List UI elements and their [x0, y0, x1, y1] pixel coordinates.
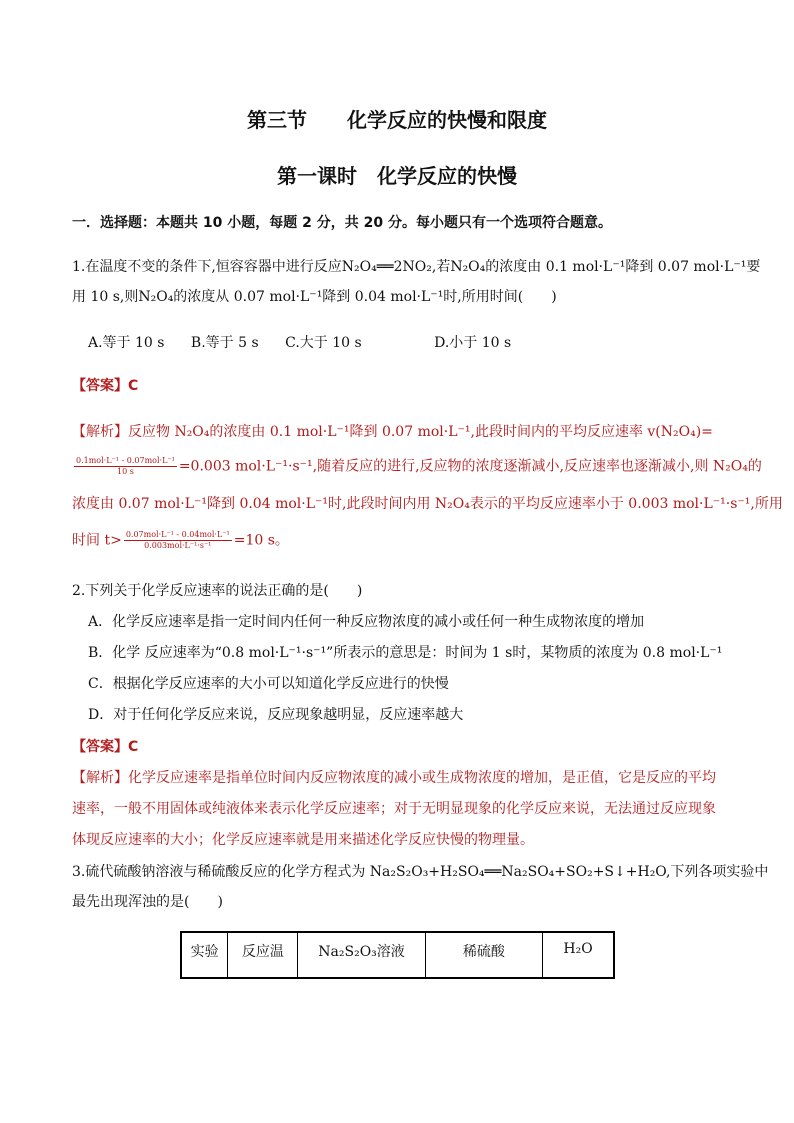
- q1-option-c[interactable]: C.大于 10 s: [285, 335, 362, 351]
- table-header-cell: 实验: [181, 932, 228, 978]
- q1-fraction-1-numerator: 0.1mol·L⁻¹ - 0.07mol·L⁻¹: [76, 456, 175, 465]
- q1-analysis-line4-suffix: =10 s。: [233, 532, 289, 549]
- q2-answer: 【答案】C: [72, 739, 139, 755]
- q1-option-b[interactable]: B.等于 5 s: [190, 335, 259, 351]
- q2-analysis-line2: 速率，一般不用固体或纯液体来表示化学反应速率；对于无明显现象的化学反应来说，无法通过反应现象: [72, 801, 716, 817]
- q1-analysis-line1: 【解析】反应物 N₂O₄的浓度由 0.1 mol·L⁻¹降到 0.07 mol·L⁻¹,此段时间内的平均反应速率 v(N₂O₄)=: [72, 424, 713, 440]
- q1-analysis-line4-prefix: 时间 t>: [72, 532, 122, 549]
- q1-fraction-1: [74, 456, 177, 477]
- q1-fraction-1-denominator: 10 s: [117, 467, 134, 476]
- q2-option-b[interactable]: B．化学 反应速率为“0.8 mol·L⁻¹·s⁻¹”所表示的意思是：时间为 1 s时，某物质的浓度为 0.8 mol·L⁻¹: [88, 645, 723, 661]
- q1-fraction-2-numerator: 0.07mol·L⁻¹ - 0.04mol·L⁻¹: [125, 530, 230, 539]
- q1-analysis-line3: 浓度由 0.07 mol·L⁻¹降到 0.04 mol·L⁻¹时,此段时间内用 N₂O₄表示的平均反应速率小于 0.003 mol·L⁻¹·s⁻¹,所用: [72, 496, 783, 512]
- lesson-title: 第一课时 化学反应的快慢: [277, 164, 517, 188]
- table-header-cell: 反应温: [228, 932, 298, 978]
- section-title: 第三节 化学反应的快慢和限度: [247, 108, 547, 132]
- q3-stem-line1: 3.硫代硫酸钠溶液与稀硫酸反应的化学方程式为 Na₂S₂O₃+H₂SO₄══Na₂SO₄+SO₂+S↓+H₂O,下列各项实验中: [72, 864, 769, 880]
- q1-option-d[interactable]: D.小于 10 s: [434, 335, 512, 351]
- q1-analysis-line2: [72, 456, 762, 477]
- q1-analysis-line4: [72, 530, 724, 551]
- q2-option-d[interactable]: D．对于任何化学反应来说，反应现象越明显，反应速率越大: [88, 707, 464, 723]
- q3-stem-line2: 最先出现浑浊的是( ): [72, 894, 223, 910]
- q1-fraction-2-denominator: 0.003mol·L⁻¹·s⁻¹: [144, 541, 212, 550]
- q1-options: [88, 333, 740, 353]
- q1-analysis-line2-text: =0.003 mol·L⁻¹·s⁻¹,随着反应的进行,反应物的浓度逐渐减小,反应速率也逐渐减小,则 N₂O₄的: [178, 458, 762, 475]
- q2-option-a[interactable]: A．化学反应速率是指一定时间内任何一种反应物浓度的减小或任何一种生成物浓度的增加: [88, 614, 645, 630]
- q2-stem: 2.下列关于化学反应速率的说法正确的是( ): [72, 583, 363, 599]
- q1-fraction-2: [124, 530, 232, 551]
- table-header-row: [181, 932, 614, 978]
- q1-stem-line1: 1.在温度不变的条件下,恒容容器中进行反应N₂O₄══2NO₂,若N₂O₄的浓度由 0.1 mol·L⁻¹降到 0.07 mol·L⁻¹要: [72, 259, 761, 275]
- section-intro: 一．选择题：本题共 10 小题，每题 2 分，共 20 分。每小题只有一个选项符合题意。: [72, 215, 612, 231]
- q3-experiment-table: [180, 931, 615, 979]
- q1-answer: 【答案】C: [72, 378, 139, 394]
- q2-option-c[interactable]: C．根据化学反应速率的大小可以知道化学反应进行的快慢: [88, 676, 449, 692]
- q1-stem-line2: 用 10 s,则N₂O₄的浓度从 0.07 mol·L⁻¹降到 0.04 mol·L⁻¹时,所用时间( ): [72, 289, 557, 305]
- table-header-cell: H₂O: [543, 932, 614, 978]
- table-header-cell: 稀硫酸: [425, 932, 542, 978]
- table-header-cell: Na₂S₂O₃溶液: [298, 932, 425, 978]
- q2-analysis-line1: 【解析】化学反应速率是指单位时间内反应物浓度的减小或生成物浓度的增加，是正值，它是反应的平均: [72, 770, 716, 786]
- q1-option-a[interactable]: A.等于 10 s: [88, 335, 165, 351]
- q2-analysis-line3: 体现反应速率的大小；化学反应速率就是用来描述化学反应快慢的物理量。: [72, 832, 534, 848]
